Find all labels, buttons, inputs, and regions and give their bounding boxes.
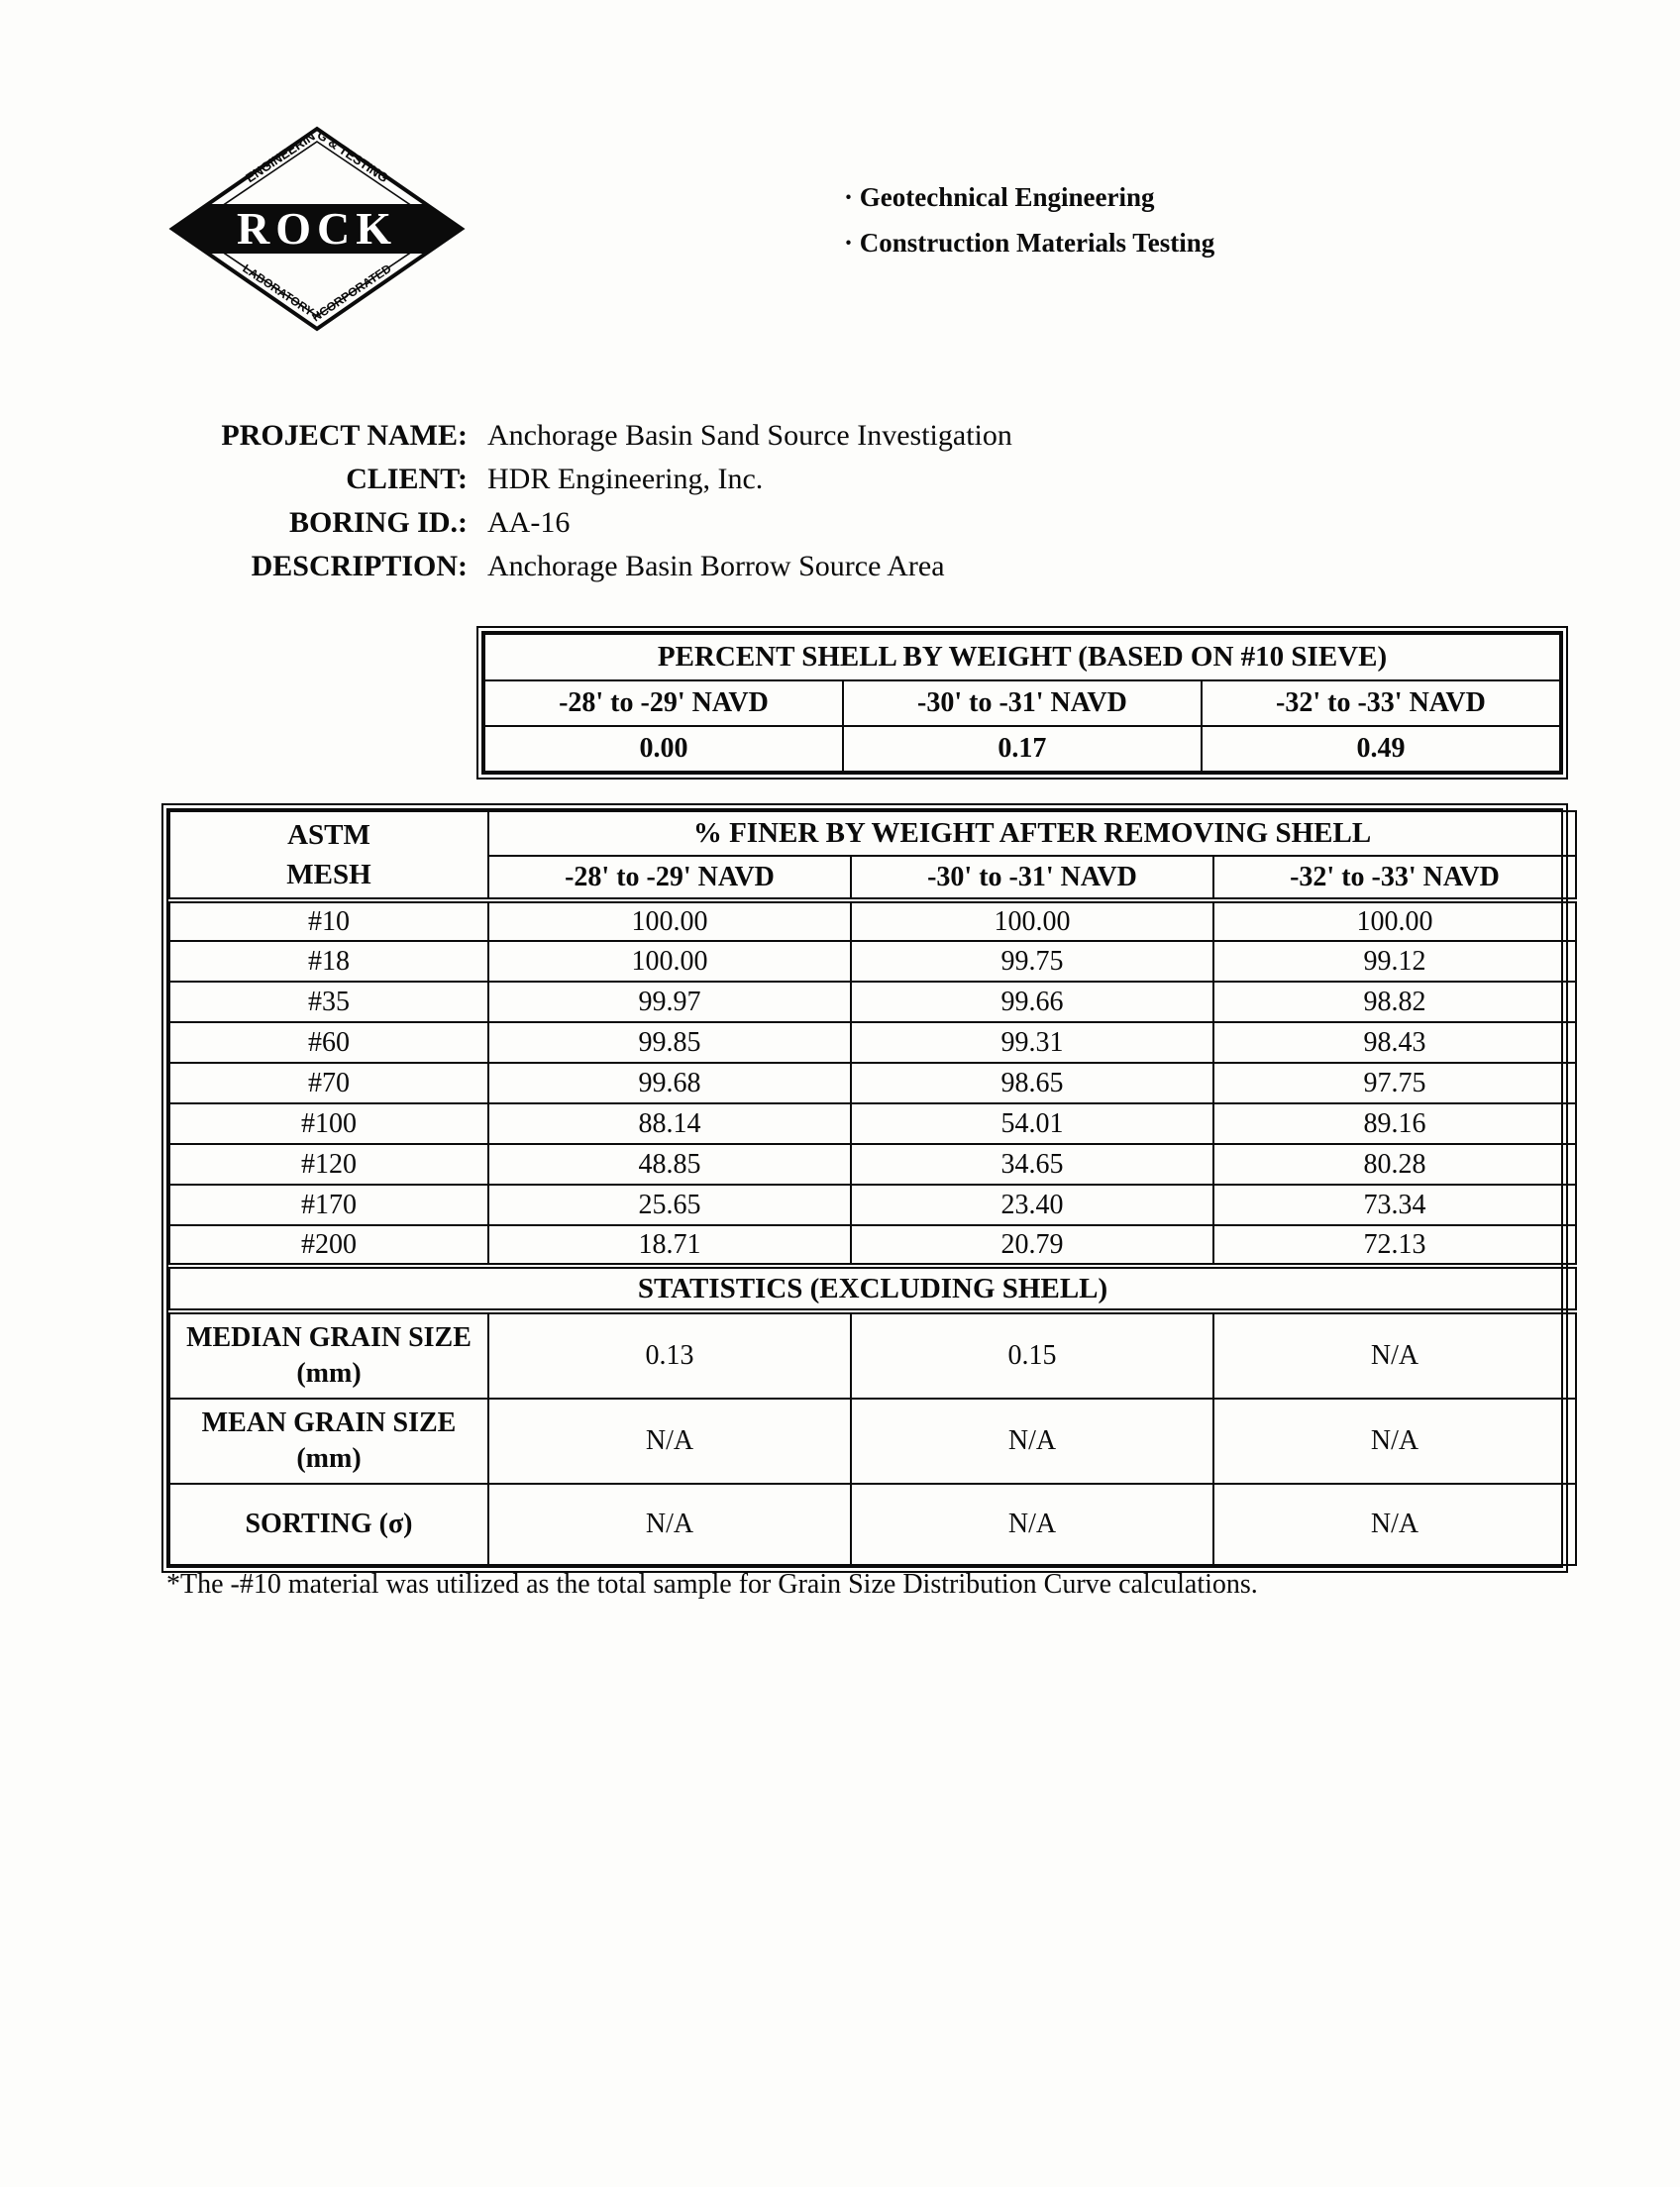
sieve-value: 89.16 xyxy=(1213,1103,1576,1144)
logo-top-text: ENGINEERING & TESTING xyxy=(243,127,391,186)
mesh-label: #10 xyxy=(169,900,488,941)
service-materials: · Construction Materials Testing xyxy=(844,228,1215,258)
stat-value: N/A xyxy=(1213,1484,1576,1565)
percent-finer-group-header: % FINER BY WEIGHT AFTER REMOVING SHELL xyxy=(488,811,1576,856)
boring-id-value: AA-16 xyxy=(487,506,571,539)
astm-header-line: ASTM xyxy=(287,819,370,851)
shell-value: 0.00 xyxy=(484,726,843,772)
sieve-value: 23.40 xyxy=(851,1185,1213,1225)
mesh-header-line: MESH xyxy=(286,859,371,890)
median-grain-size-label: MEDIAN GRAIN SIZE (mm) xyxy=(169,1311,488,1399)
sieve-value: 99.12 xyxy=(1213,941,1576,982)
shell-value: 0.17 xyxy=(843,726,1202,772)
sieve-value: 99.97 xyxy=(488,982,851,1022)
sieve-row xyxy=(169,941,1576,982)
stat-value: N/A xyxy=(851,1399,1213,1484)
project-name-value: Anchorage Basin Sand Source Investigation xyxy=(487,419,1012,452)
mesh-label: #200 xyxy=(169,1225,488,1266)
boring-id-row xyxy=(180,506,1012,550)
sorting-label: SORTING (σ) xyxy=(169,1484,488,1565)
logo-bottom-text: LABORATORY INCORPORATED xyxy=(240,260,394,325)
sieve-value: 99.85 xyxy=(488,1022,851,1063)
sieve-row xyxy=(169,1225,1576,1266)
shell-table-title: PERCENT SHELL BY WEIGHT (BASED ON #10 SIEVE) xyxy=(484,634,1560,680)
service-geotech: · Geotechnical Engineering xyxy=(844,182,1155,212)
stat-value: 0.15 xyxy=(851,1311,1213,1399)
sieve-value: 98.82 xyxy=(1213,982,1576,1022)
client-value: HDR Engineering, Inc. xyxy=(487,463,764,495)
project-name-row xyxy=(180,419,1012,463)
stat-value: N/A xyxy=(488,1399,851,1484)
sieve-value: 98.65 xyxy=(851,1063,1213,1103)
sieve-value: 20.79 xyxy=(851,1225,1213,1266)
sieve-value: 25.65 xyxy=(488,1185,851,1225)
median-grain-size-row xyxy=(169,1311,1576,1399)
sieve-value: 80.28 xyxy=(1213,1144,1576,1185)
sieve-value: 97.75 xyxy=(1213,1063,1576,1103)
sorting-row xyxy=(169,1484,1576,1565)
logo-name: ROCK xyxy=(237,203,397,254)
client-label: CLIENT: xyxy=(346,463,468,495)
sieve-row xyxy=(169,1185,1576,1225)
sieve-row xyxy=(169,900,1576,941)
shell-col-header: -32' to -33' NAVD xyxy=(1202,680,1560,726)
sieve-value: 99.68 xyxy=(488,1063,851,1103)
shell-table-header-row xyxy=(484,680,1560,726)
navd-col-header: -28' to -29' NAVD xyxy=(488,856,851,900)
sieve-value: 72.13 xyxy=(1213,1225,1576,1266)
sieve-value: 48.85 xyxy=(488,1144,851,1185)
navd-col-header: -32' to -33' NAVD xyxy=(1213,856,1576,900)
mesh-label: #120 xyxy=(169,1144,488,1185)
stat-value: 0.13 xyxy=(488,1311,851,1399)
sieve-row xyxy=(169,1022,1576,1063)
shell-col-header: -30' to -31' NAVD xyxy=(843,680,1202,726)
stat-value: N/A xyxy=(1213,1399,1576,1484)
astm-mesh-header xyxy=(169,811,488,900)
stat-value: N/A xyxy=(851,1484,1213,1565)
sieve-value: 54.01 xyxy=(851,1103,1213,1144)
description-value: Anchorage Basin Borrow Source Area xyxy=(487,550,945,582)
stat-value: N/A xyxy=(488,1484,851,1565)
shell-table-values-row xyxy=(484,726,1560,772)
client-row xyxy=(180,463,1012,506)
mean-grain-size-row xyxy=(169,1399,1576,1484)
project-info xyxy=(180,419,1012,593)
sieve-value: 100.00 xyxy=(851,900,1213,941)
sieve-value: 100.00 xyxy=(1213,900,1576,941)
services-list xyxy=(844,174,1214,265)
description-label: DESCRIPTION: xyxy=(251,550,468,582)
sieve-row xyxy=(169,1063,1576,1103)
footnote: *The -#10 material was utilized as the total sample for Grain Size Distribution Curve calculations. xyxy=(166,1569,1258,1600)
stat-value: N/A xyxy=(1213,1311,1576,1399)
sieve-value: 99.66 xyxy=(851,982,1213,1022)
mean-grain-size-label: MEAN GRAIN SIZE (mm) xyxy=(169,1399,488,1484)
sieve-row xyxy=(169,1103,1576,1144)
percent-finer-table xyxy=(161,803,1568,1573)
sieve-value: 34.65 xyxy=(851,1144,1213,1185)
shell-col-header: -28' to -29' NAVD xyxy=(484,680,843,726)
mesh-label: #170 xyxy=(169,1185,488,1225)
navd-col-header: -30' to -31' NAVD xyxy=(851,856,1213,900)
sieve-value: 100.00 xyxy=(488,941,851,982)
sieve-row xyxy=(169,1144,1576,1185)
rock-lab-logo xyxy=(166,125,468,339)
sieve-row xyxy=(169,982,1576,1022)
mesh-label: #60 xyxy=(169,1022,488,1063)
project-name-label: PROJECT NAME: xyxy=(221,419,468,452)
shell-value: 0.49 xyxy=(1202,726,1560,772)
sieve-value: 99.31 xyxy=(851,1022,1213,1063)
sieve-value: 18.71 xyxy=(488,1225,851,1266)
sieve-value: 99.75 xyxy=(851,941,1213,982)
sieve-value: 88.14 xyxy=(488,1103,851,1144)
mesh-label: #70 xyxy=(169,1063,488,1103)
description-row xyxy=(180,550,1012,593)
mesh-label: #100 xyxy=(169,1103,488,1144)
percent-shell-table xyxy=(476,626,1568,780)
boring-id-label: BORING ID.: xyxy=(288,506,468,539)
mesh-label: #18 xyxy=(169,941,488,982)
sieve-value: 73.34 xyxy=(1213,1185,1576,1225)
sieve-value: 98.43 xyxy=(1213,1022,1576,1063)
statistics-header: STATISTICS (EXCLUDING SHELL) xyxy=(169,1266,1576,1311)
sieve-value: 100.00 xyxy=(488,900,851,941)
mesh-label: #35 xyxy=(169,982,488,1022)
